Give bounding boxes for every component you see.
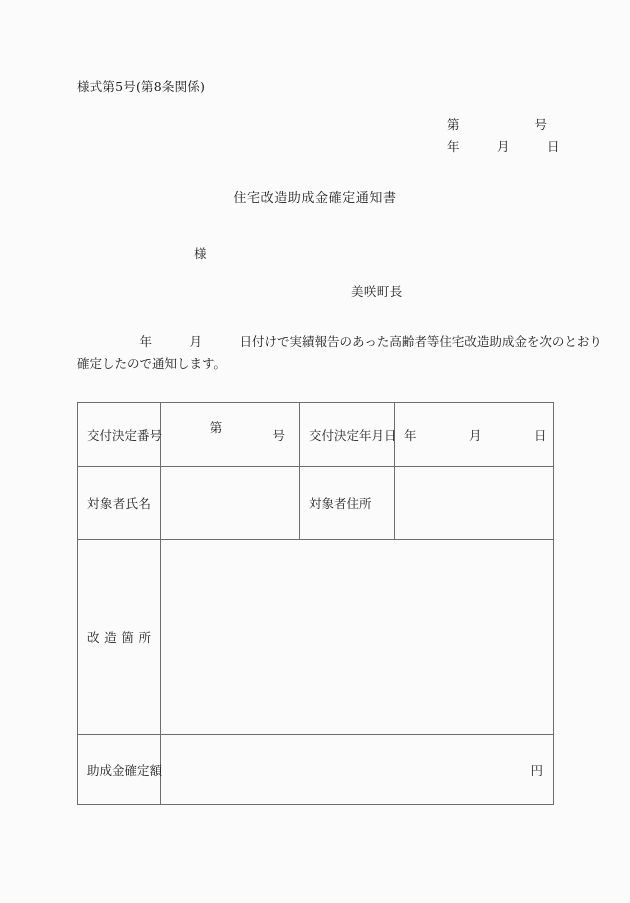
table-row [78,540,554,735]
renovation-location-value[interactable] [161,540,554,735]
addressee-honorific: 様 [194,246,207,261]
recipient-name-label: 対象者氏名 [78,467,161,540]
number-prefix: 第 [209,420,223,435]
page-title: 住宅改造助成金確定通知書 [233,191,397,206]
grant-decision-date-value[interactable]: 年 月 日 [395,403,554,467]
body-line-1: 年 月 日付けで実績報告のあった高齢者等住宅改造助成金を次のとおり [77,334,602,349]
table-row [78,403,554,467]
subsidy-amount-value[interactable] [161,735,554,805]
form-number: 様式第5号(第8条関係) [77,79,206,94]
body-line-2: 確定したので通知します。 [77,355,227,371]
document-number-field: 第 号 [447,117,548,132]
recipient-address-label: 対象者住所 [300,467,395,540]
issuer-name: 美咲町長 [351,284,403,299]
subsidy-amount-label: 助成金確定額 [78,735,161,805]
table-row [78,467,554,540]
recipient-name-value[interactable] [161,467,300,540]
number-suffix: 号 [272,427,285,443]
recipient-address-value[interactable] [395,467,554,540]
notification-table [77,402,554,805]
body-paragraph [77,331,602,375]
document-date-field: 年 月 日 [447,139,560,154]
grant-decision-number-label: 交付決定番号 [78,403,161,467]
table-row [78,735,554,805]
currency-unit-label: 円 [530,762,543,778]
grant-decision-date-label: 交付決定年月日 [300,403,395,467]
renovation-location-label: 改造箇所 [78,540,161,735]
grant-decision-number-value[interactable] [161,403,300,467]
